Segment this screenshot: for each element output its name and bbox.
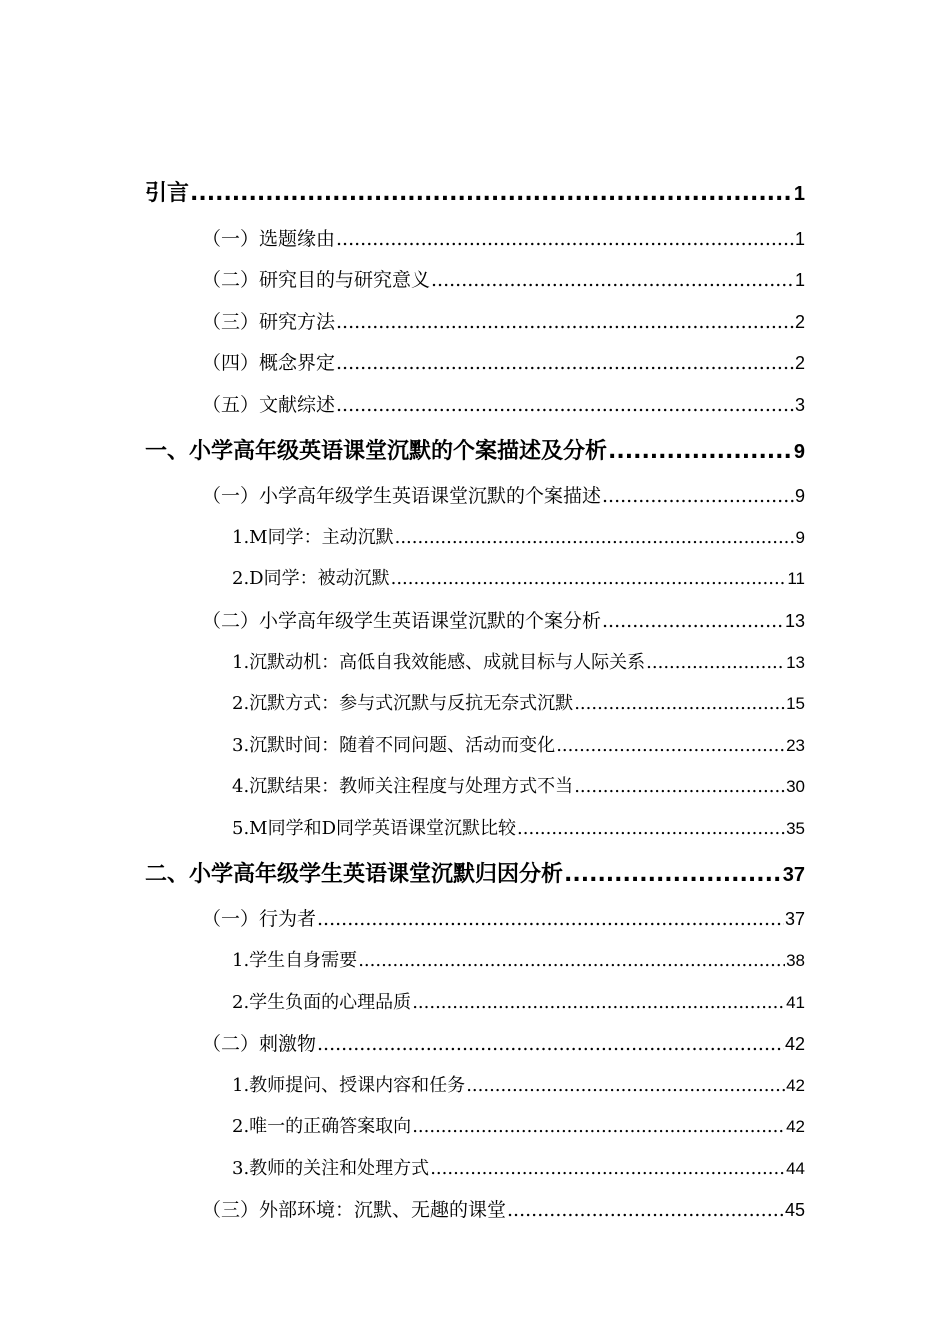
dot-leader [517,818,785,839]
toc-entry-page: 41 [786,993,805,1012]
toc-entry-title: 1.M同学：主动沉默 [232,527,394,548]
toc-entry[interactable] [202,606,805,633]
toc-entry-title: 1.教师提问、授课内容和任务 [232,1075,466,1096]
toc-entry[interactable] [145,434,805,465]
toc-entry-page: 1 [794,229,805,249]
dot-leader [602,485,794,507]
toc-entry[interactable] [202,265,805,292]
toc-entry-page: 30 [786,777,805,796]
toc-entry[interactable] [202,348,805,375]
toc-entry-title: （五）文献综述 [202,394,336,416]
dot-leader [358,950,785,971]
toc-entry[interactable] [232,772,805,798]
toc-entry-page: 3 [794,395,805,415]
dot-leader [646,652,785,673]
toc-entry-page: 2 [794,353,805,373]
toc-entry-title: 4.沉默结果：教师关注程度与处理方式不当 [232,776,574,797]
dot-leader [395,527,795,548]
toc-entry[interactable] [232,814,805,840]
toc-entry-title: （四）概念界定 [202,352,336,374]
toc-entry[interactable] [202,481,805,508]
toc-entry-title: 1.沉默动机：高低自我效能感、成就目标与人际关系 [232,652,646,673]
toc-entry[interactable] [145,176,805,207]
toc-entry-title: 3.教师的关注和处理方式 [232,1158,430,1179]
toc-entry-page: 15 [786,694,805,713]
toc-entry-title: 2.沉默方式：参与式沉默与反抗无奈式沉默 [232,693,574,714]
toc-entry[interactable] [232,689,805,715]
dot-leader [431,269,794,291]
toc-entry[interactable] [202,224,805,251]
dot-leader [608,439,793,464]
dot-leader [391,568,787,589]
toc-entry-title: （二）小学高年级学生英语课堂沉默的个案分析 [202,610,602,632]
toc-entry-page: 13 [786,653,805,672]
toc-entry-page: 9 [795,528,805,547]
toc-entry-title: 1.学生自身需要 [232,950,358,971]
toc-entry-page: 42 [784,1034,805,1054]
toc-entry-page: 9 [794,486,805,506]
toc-entry-page: 42 [786,1076,805,1095]
toc-entry-title: （二）刺激物 [202,1033,317,1055]
toc-entry[interactable] [202,1029,805,1056]
dot-leader [317,1033,784,1055]
dot-leader [430,1158,785,1179]
toc-entry[interactable] [145,857,805,888]
toc-entry-page: 1 [794,270,805,290]
dot-leader [507,1199,784,1221]
toc-entry[interactable] [232,1154,805,1180]
toc-entry[interactable] [232,946,805,972]
toc-entry-title: （一）小学高年级学生英语课堂沉默的个案描述 [202,485,602,507]
toc-entry-title: （一）选题缘由 [202,228,336,250]
dot-leader [336,352,794,374]
toc-entry-title: （二）研究目的与研究意义 [202,269,431,291]
toc-entry-title: 2.D同学：被动沉默 [232,568,390,589]
toc-entry-page: 1 [793,183,805,205]
toc-entry-page: 23 [786,736,805,755]
toc-entry[interactable] [232,1071,805,1097]
toc-entry-page: 45 [784,1200,805,1220]
toc-entry-title: （三）外部环境：沉默、无趣的课堂 [202,1199,507,1221]
toc-entry-page: 37 [784,909,805,929]
dot-leader [412,992,785,1013]
dot-leader [317,908,784,930]
dot-leader [574,776,785,797]
dot-leader [336,394,794,416]
toc-entry-page: 44 [786,1159,805,1178]
toc-entry[interactable] [202,904,805,931]
toc-entry-title: 2.学生负面的心理品质 [232,992,412,1013]
toc-entry[interactable] [202,390,805,417]
toc-entry-page: 9 [793,441,805,463]
toc-entry[interactable] [232,988,805,1014]
toc-entry[interactable] [232,648,805,674]
toc-entry-page: 2 [794,312,805,332]
dot-leader [466,1075,785,1096]
toc-entry-page: 35 [786,819,805,838]
toc-entry[interactable] [232,1112,805,1138]
toc-entry-title: （一）行为者 [202,908,317,930]
dot-leader [574,693,785,714]
toc-entry-page: 37 [782,864,805,886]
dot-leader [336,311,794,333]
toc-entry[interactable] [202,1195,805,1222]
toc-entry[interactable] [232,731,805,757]
toc-entry[interactable] [232,564,805,590]
dot-leader [602,610,784,632]
toc-entry[interactable] [232,523,805,549]
dot-leader [412,1116,785,1137]
toc-entry-title: 二、小学高年级学生英语课堂沉默归因分析 [145,862,564,887]
toc-entry-title: 引言 [145,181,190,206]
dot-leader [336,228,794,250]
toc-entry-title: 5.M同学和D同学英语课堂沉默比较 [232,818,517,839]
dot-leader [190,181,793,206]
toc-entry[interactable] [202,307,805,334]
dot-leader [564,862,782,887]
toc-entry-page: 38 [786,951,805,970]
toc-entry-title: 3.沉默时间：随着不同问题、活动而变化 [232,735,556,756]
toc-entry-page: 11 [787,569,805,588]
toc-entry-page: 13 [784,611,805,631]
toc-entry-page: 42 [786,1117,805,1136]
toc-entry-title: 2.唯一的正确答案取向 [232,1116,412,1137]
toc-entry-title: 一、小学高年级英语课堂沉默的个案描述及分析 [145,439,608,464]
dot-leader [556,735,785,756]
toc-entry-title: （三）研究方法 [202,311,336,333]
